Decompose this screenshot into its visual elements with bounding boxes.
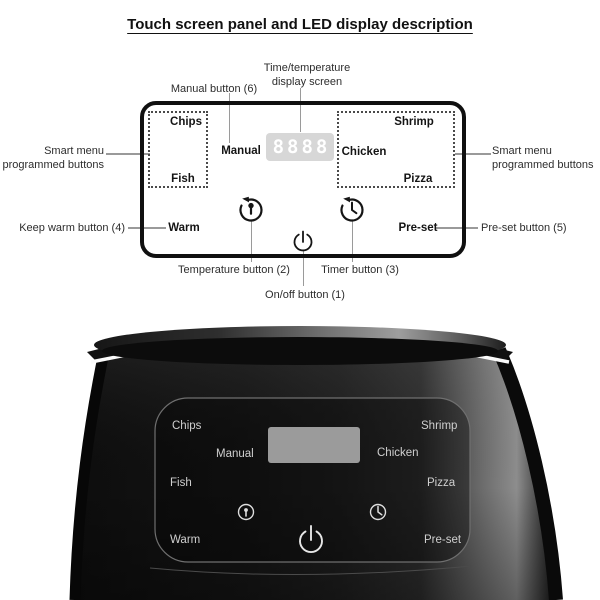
photo-preset-button: Pre-set bbox=[424, 534, 462, 546]
callout-preset: Pre-set button (5) bbox=[481, 222, 567, 234]
led-display-schematic bbox=[266, 133, 334, 161]
led-digits: 8888 bbox=[272, 135, 331, 158]
photo-chicken-button: Chicken bbox=[377, 447, 419, 459]
chicken-button: Chicken bbox=[341, 146, 387, 158]
callout-smart-menu-right: Smart menu programmed buttons bbox=[492, 145, 594, 171]
callout-display: Time/temperature display screen bbox=[263, 62, 351, 88]
callout-onoff: On/off button (1) bbox=[265, 289, 345, 301]
callout-smart-menu-left: Smart menu programmed buttons bbox=[2, 145, 104, 171]
callout-temperature: Temperature button (2) bbox=[178, 264, 290, 276]
lid-underside bbox=[102, 337, 498, 365]
photo-shrimp-button: Shrimp bbox=[421, 420, 458, 432]
temperature-icon bbox=[237, 195, 265, 223]
air-fryer-photo bbox=[0, 300, 600, 600]
callout-timer: Timer button (3) bbox=[321, 264, 399, 276]
timer-icon bbox=[338, 195, 366, 223]
preset-button: Pre-set bbox=[398, 222, 438, 234]
pizza-button: Pizza bbox=[403, 173, 433, 185]
callout-keep-warm: Keep warm button (4) bbox=[19, 222, 125, 234]
manual-button: Manual bbox=[221, 145, 261, 157]
photo-warm-button: Warm bbox=[170, 534, 201, 546]
led-display-photo bbox=[268, 427, 360, 463]
photo-manual-button: Manual bbox=[216, 448, 254, 460]
callout-manual: Manual button (6) bbox=[170, 83, 258, 95]
fish-button: Fish bbox=[171, 173, 195, 185]
chips-button: Chips bbox=[170, 116, 202, 128]
page-title: Touch screen panel and LED display description bbox=[127, 16, 473, 33]
photo-chips-button: Chips bbox=[172, 420, 202, 432]
warm-button: Warm bbox=[168, 222, 200, 234]
power-icon bbox=[291, 229, 315, 253]
shrimp-button: Shrimp bbox=[394, 116, 434, 128]
photo-pizza-button: Pizza bbox=[427, 477, 456, 489]
photo-fish-button: Fish bbox=[170, 477, 192, 489]
